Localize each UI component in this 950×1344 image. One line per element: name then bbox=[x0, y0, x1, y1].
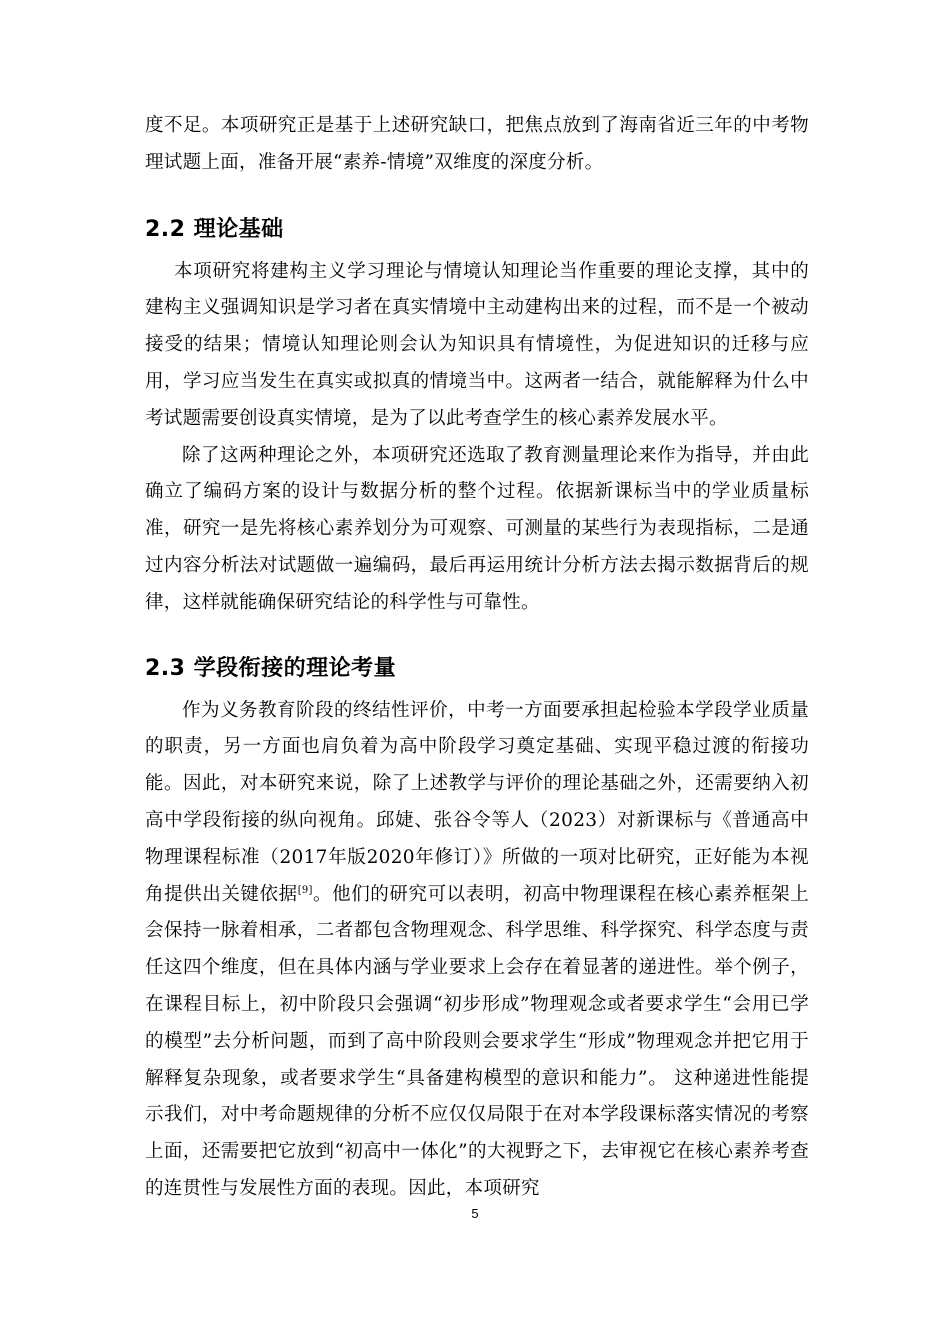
theory-paragraph-1: 本项研究将建构主义学习理论与情境认知理论当作重要的理论支撑，其中的建构主义强调知识是学习者在真实情境中主动建构出来的过程，而不是一个被动接受的结果；情境认知理论则会认为知识具有情境性，为促进知识的迁移与应用，学习应当发生在真实或拟真的情境当中。这两者一结合，就能解释为什么中考试题需要创设真实情境，是为了以此考查学生的核心素养发展水平。 bbox=[145, 260, 809, 429]
section-heading-2-3: 2.3 学段衔接的理论考量 bbox=[145, 655, 397, 681]
theory-paragraph-2: 除了这两种理论之外，本项研究还选取了教育测量理论来作为指导，并由此确立了编码方案的设计与数据分析的整个过程。依据新课标当中的学业质量标准，研究一是先将核心素养划分为可观察、可测量的某些行为表现指标，二是通过内容分析法对试题做一遍编码，最后再运用统计分析方法去揭示数据背后的规律，这样就能确保研究结论的科学性与可靠性。 bbox=[145, 444, 809, 613]
transition-paragraph bbox=[145, 693, 809, 1208]
page-number: 5 bbox=[471, 1206, 479, 1221]
section-heading-2-2: 2.2 理论基础 bbox=[145, 216, 284, 242]
document-page bbox=[145, 108, 809, 1208]
intro-paragraph: 度不足。本项研究正是基于上述研究缺口，把焦点放到了海南省近三年的中考物理试题上面，准备开展“素养-情境”双维度的深度分析。 bbox=[145, 115, 809, 173]
transition-text-part1: 作为义务教育阶段的终结性评价，中考一方面要承担起检验本学段学业质量的职责，另一方面也肩负着为高中阶段学习奠定基础、实现平稳过渡的衔接功能。因此，对本研究来说，除了上述教学与评价的理论基础之外，还需要纳入初高中学段衔接的纵向视角。邱婕、张谷令等人（2023）对新课标与《普通高中物理课程标准（2017年版2020年修订）》所做的一项对比研究，正好能为本视角提供出关键依据 bbox=[145, 699, 809, 905]
citation-reference[interactable]: [9] bbox=[297, 884, 313, 896]
transition-text-part2: 。他们的研究可以表明，初高中物理课程在核心素养框架上会保持一脉着相承，二者都包含物理观念、科学思维、科学探究、科学态度与责任这四个维度，但在具体内涵与学业要求上会存在着显著的递进性。举个例子，在课程目标上，初中阶段只会强调“初步形成”物理观念或者要求学生“会用已学的模型”去分析问题，而到了高中阶段则会要求学生“形成”物理观念并把它用于解释复杂现象，或者要求学生“具备建构模型的意识和能力”。 这种递进性能提示我们，对中考命题规律的分析不应仅仅局限于在对本学段课标落实情况的考察上面，还需要把它放到“初高中一体化”的大视野之下，去审视它在核心素养考查的连贯性与发展性方面的表现。因此，本项研究 bbox=[145, 883, 809, 1199]
